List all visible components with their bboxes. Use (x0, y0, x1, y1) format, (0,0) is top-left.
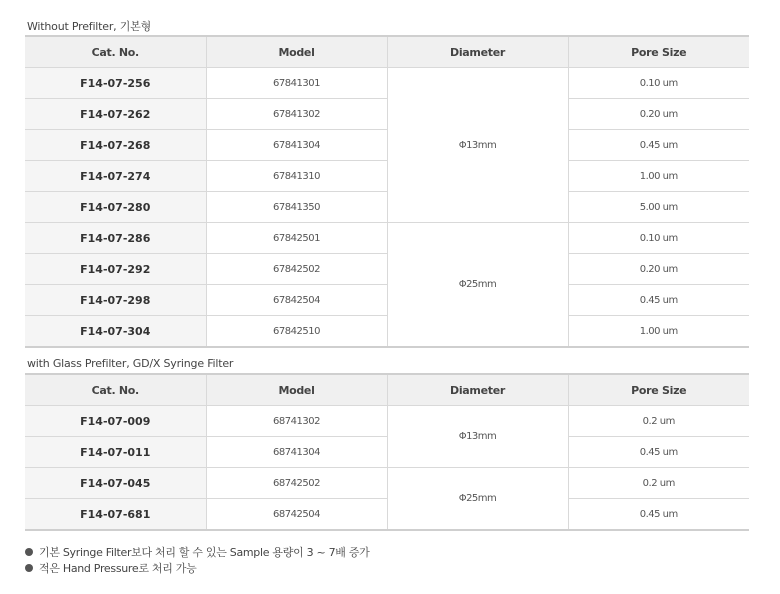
table-row (25, 468, 749, 499)
model-cell: 67842502 (206, 254, 387, 285)
model-cell: 68742504 (206, 499, 387, 531)
model-cell: 68741304 (206, 437, 387, 468)
cat-no-cell: F14-07-256 (25, 68, 206, 99)
pore-size-cell: 0.20 um (568, 99, 749, 130)
cat-no-cell: F14-07-009 (25, 406, 206, 437)
diameter-cell: Φ13mm (387, 406, 568, 468)
note-text: 적은 Hand Pressure로 처리 가능 (39, 562, 197, 575)
header-model: Model (206, 374, 387, 406)
without-prefilter-table (25, 35, 749, 348)
pore-size-cell: 0.45 um (568, 437, 749, 468)
notes-list (25, 544, 369, 576)
cat-no-cell: F14-07-292 (25, 254, 206, 285)
model-cell: 67842510 (206, 316, 387, 348)
cat-no-cell: F14-07-268 (25, 130, 206, 161)
pore-size-cell: 0.10 um (568, 223, 749, 254)
header-model: Model (206, 36, 387, 68)
cat-no-cell: F14-07-011 (25, 437, 206, 468)
table-row (25, 223, 749, 254)
cat-no-cell: F14-07-274 (25, 161, 206, 192)
model-cell: 67842504 (206, 285, 387, 316)
model-cell: 68741302 (206, 406, 387, 437)
model-cell: 67842501 (206, 223, 387, 254)
table-row (25, 68, 749, 99)
pore-size-cell: 1.00 um (568, 316, 749, 348)
table-header-row (25, 374, 749, 406)
header-pore-size: Pore Size (568, 374, 749, 406)
pore-size-cell: 5.00 um (568, 192, 749, 223)
model-cell: 67841350 (206, 192, 387, 223)
bullet-icon (25, 564, 33, 572)
pore-size-cell: 0.45 um (568, 285, 749, 316)
header-cat-no: Cat. No. (25, 36, 206, 68)
table-row (25, 406, 749, 437)
cat-no-cell: F14-07-262 (25, 99, 206, 130)
glass-prefilter-table (25, 373, 749, 531)
model-cell: 67841301 (206, 68, 387, 99)
pore-size-cell: 1.00 um (568, 161, 749, 192)
pore-size-cell: 0.45 um (568, 499, 749, 531)
header-diameter: Diameter (387, 374, 568, 406)
section2-caption: with Glass Prefilter, GD/X Syringe Filter (27, 357, 234, 370)
header-pore-size: Pore Size (568, 36, 749, 68)
model-cell: 67841304 (206, 130, 387, 161)
pore-size-cell: 0.20 um (568, 254, 749, 285)
pore-size-cell: 0.45 um (568, 130, 749, 161)
cat-no-cell: F14-07-298 (25, 285, 206, 316)
diameter-cell: Φ25mm (387, 468, 568, 531)
model-cell: 67841310 (206, 161, 387, 192)
model-cell: 67841302 (206, 99, 387, 130)
note-item (25, 560, 369, 576)
diameter-cell: Φ13mm (387, 68, 568, 223)
note-text: 기본 Syringe Filter보다 처리 할 수 있는 Sample 용량이 3 ~ 7배 증가 (39, 546, 370, 559)
cat-no-cell: F14-07-681 (25, 499, 206, 531)
cat-no-cell: F14-07-045 (25, 468, 206, 499)
pore-size-cell: 0.2 um (568, 468, 749, 499)
table-header-row (25, 36, 749, 68)
cat-no-cell: F14-07-280 (25, 192, 206, 223)
cat-no-cell: F14-07-286 (25, 223, 206, 254)
pore-size-cell: 0.10 um (568, 68, 749, 99)
pore-size-cell: 0.2 um (568, 406, 749, 437)
diameter-cell: Φ25mm (387, 223, 568, 348)
header-diameter: Diameter (387, 36, 568, 68)
cat-no-cell: F14-07-304 (25, 316, 206, 348)
header-cat-no: Cat. No. (25, 374, 206, 406)
section1-caption: Without Prefilter, 기본형 (27, 20, 152, 33)
note-item (25, 544, 369, 560)
bullet-icon (25, 548, 33, 556)
model-cell: 68742502 (206, 468, 387, 499)
